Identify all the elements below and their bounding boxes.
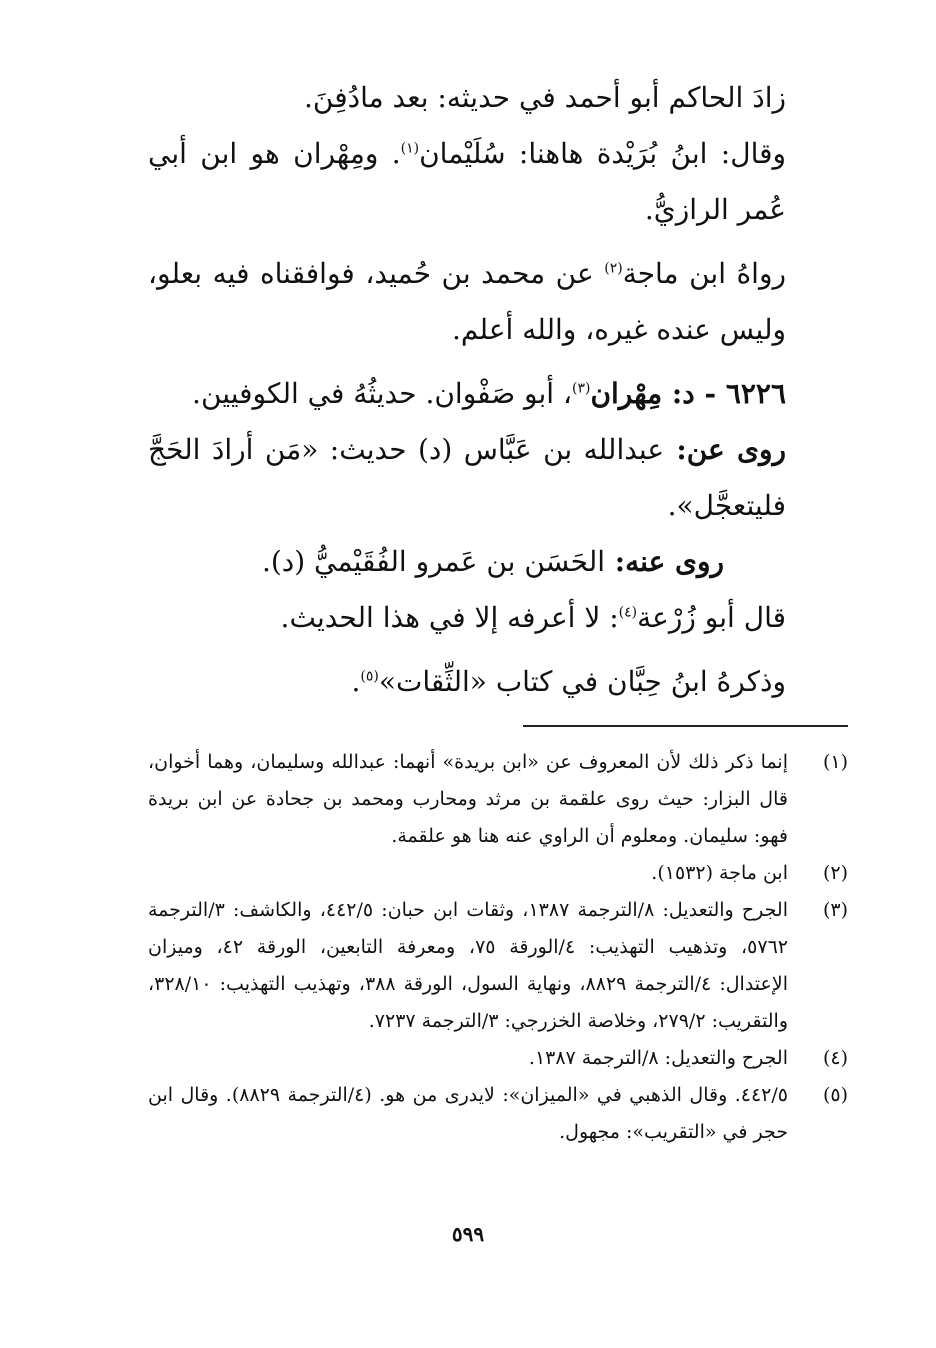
footnote-ref[interactable]: (٢): [604, 260, 623, 277]
entry-heading: ٦٢٢٦ - د: مِهْران$^{(٣)}$، أبو صَفْوان. حديثُهُ في الكوفيين.: [192, 377, 786, 410]
footnotes: [148, 744, 848, 1151]
footnote-number: (٣): [822, 899, 848, 921]
main-text: [148, 70, 848, 710]
footnote: [148, 744, 848, 855]
entry-ibn-hibban: وذكرهُ ابنُ حِبَّان في كتاب «الثِّقات»$^{(٥)}$.: [351, 665, 786, 698]
page-number: ٥٩٩: [451, 1222, 485, 1246]
text-paragraph: وقال: ابنُ بُرَيْدة هاهنا: سُلَيْمان$^{(١)}$. ومِهْران هو ابن أبي عُمر الرازيُّ.: [148, 137, 787, 226]
text-paragraph: رواهُ ابن ماجة$^{(٢)}$ عن محمد بن حُميد، فوافقناه فيه بعلو، وليس عنده غيره، والله أعلم.: [148, 257, 786, 346]
footnote-text: ٤٤٢/٥. وقال الذهبي في «الميزان»: لايدرى من هو. (٤/الترجمة ٨٨٢٩). وقال ابن حجر في «التقريب»: مجهول.: [148, 1084, 788, 1143]
footnote-ref[interactable]: (٥): [360, 668, 379, 685]
footnote-number: (٢): [822, 862, 848, 884]
entry-rawa-an: روى عن: عبدالله بن عَبَّاس (د) حديث: «مَن أرادَ الحَجَّ فليتعجَّل».: [148, 433, 787, 522]
footnote-divider: [523, 725, 848, 727]
entry-rawa-anhu: روى عنه: الحَسَن بن عَمرو الفُقَيْميُّ (د).: [261, 545, 724, 578]
text-line: زادَ الحاكم أبو أحمد في حديثه: بعد مادُفِنَ.: [304, 81, 786, 114]
footnote: [148, 892, 848, 1040]
footnote-ref[interactable]: (٣): [572, 380, 591, 397]
footnote-text: إنما ذكر ذلك لأن المعروف عن «ابن بريدة» أنهما: عبدالله وسليمان، وهما أخوان، قال البزار: حيث روى علقمة بن مرثد ومحارب ومحمد بن جحادة عن ابن بريدة فهو: سليمان. ومعلوم أن الراوي عنه هنا هو علقمة.: [148, 751, 788, 847]
footnote-number: (٥): [822, 1084, 848, 1106]
footnote: [148, 1040, 848, 1077]
entry-abu-zura: قال أبو زُرْعة$^{(٤)}$: لا أعرفه إلا في هذا الحديث.: [280, 601, 786, 634]
footnote-text: الجرح والتعديل: ٨/الترجمة ١٣٨٧.: [528, 1047, 788, 1069]
footnote-text: ابن ماجة (١٥٣٢).: [651, 862, 788, 884]
footnote-ref[interactable]: (١): [400, 140, 420, 157]
footnote: [148, 855, 848, 892]
footnote-ref[interactable]: (٤): [618, 604, 638, 621]
footnote: [148, 1077, 848, 1151]
footnote-text: الجرح والتعديل: ٨/الترجمة ١٣٨٧، وثقات ابن حبان: ٤٤٢/٥، والكاشف: ٣/الترجمة ٥٧٦٢، وتذهيب التهذيب: ٤/الورقة ٧٥، ومعرفة التابعين، الورقة ٤٢، وميزان الإعتدال: ٤/الترجمة ٨٨٢٩، ونهاية السول، الورقة ٣٨٨، وتهذيب التهذيب: ٣٢٨/١٠، والتقريب: ٢٧٩/٢، وخلاصة الخزرجي: ٣/الترجمة ٧٢٣٧.: [148, 899, 788, 1032]
footnote-number: (١): [822, 751, 848, 773]
footnote-number: (٤): [822, 1047, 848, 1069]
entry-number: ٦٢٢٦ - د:: [662, 377, 786, 410]
